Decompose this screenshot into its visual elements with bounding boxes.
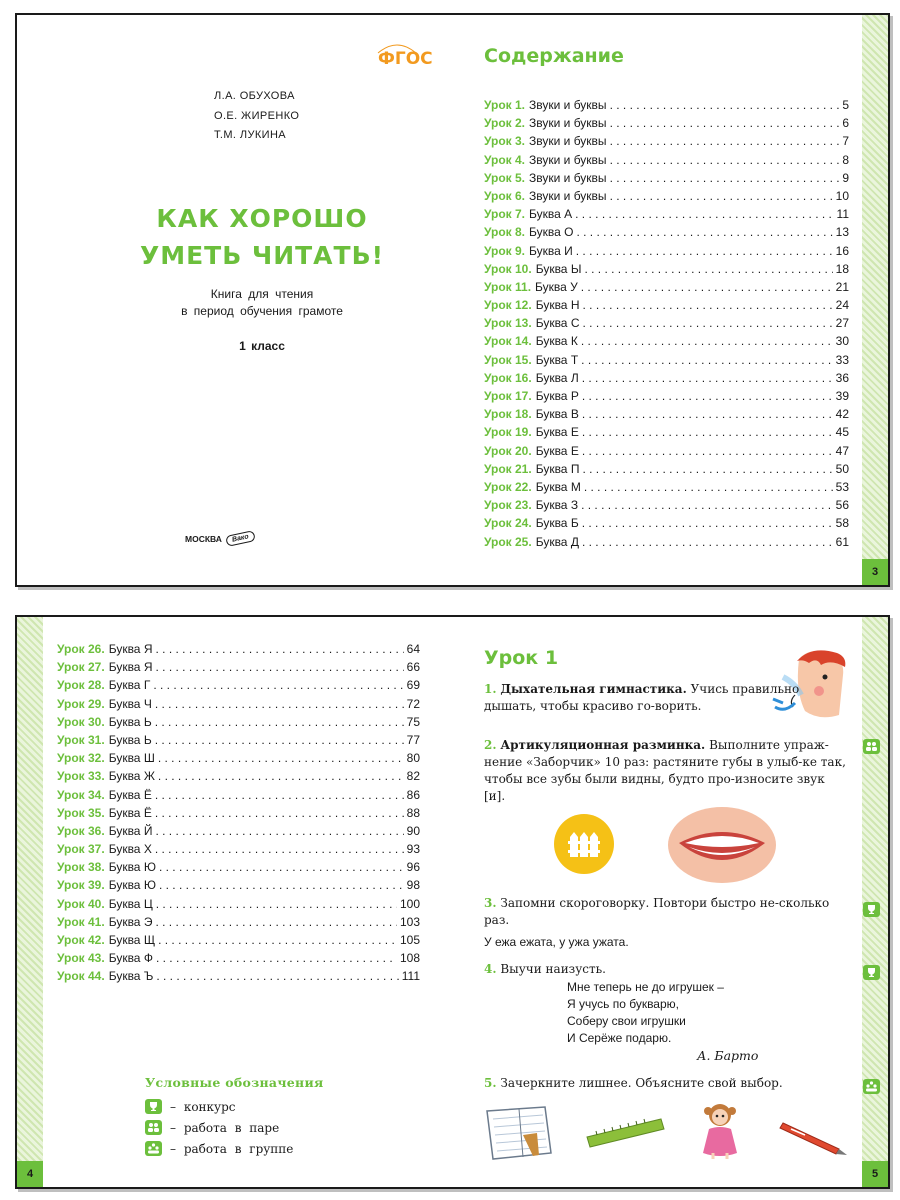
toc-leader-dots (582, 298, 832, 312)
toc-lesson-label: Урок 20. (484, 443, 532, 458)
toc-leader-dots (582, 516, 833, 530)
contents-heading: Содержание (484, 45, 624, 67)
toc-lesson-title: Буква У (535, 279, 578, 294)
toc-entry (484, 153, 849, 171)
book-title-line-2: УМЕТЬ ЧИТАТЬ! (139, 241, 385, 270)
toc-lesson-title: Буква Э (108, 914, 153, 929)
toc-entry (57, 788, 420, 806)
toc-page-number: 45 (835, 425, 849, 440)
toc-lesson-label: Урок 7. (484, 207, 526, 222)
toc-lesson-title: Буква Ё (108, 787, 152, 802)
toc-entry (484, 516, 849, 534)
toc-lesson-title: Буква Ш (108, 751, 155, 766)
toc-entry (57, 715, 420, 733)
toc-entry (57, 806, 420, 824)
toc-lesson-title: Звуки и буквы (529, 134, 607, 149)
toc-page-number: 66 (406, 660, 420, 675)
toc-leader-dots (155, 788, 404, 802)
toc-page-number: 61 (835, 534, 849, 549)
toc-page-number: 53 (835, 479, 849, 494)
task-5-number: 5. (484, 1076, 497, 1090)
publisher-city: МОСКВА (185, 533, 222, 544)
poem-line-1: Мне теперь не до игрушек – (567, 980, 724, 994)
toc-entry (484, 462, 849, 480)
toc-leader-dots (576, 225, 832, 239)
toc-lesson-label: Урок 34. (57, 787, 105, 802)
toc-entry (57, 824, 420, 842)
toc-leader-dots (610, 98, 840, 112)
toc-page-number: 13 (835, 225, 849, 240)
poem-line-2: Я учусь по букварю, (567, 997, 679, 1011)
toc-lesson-title: Буква Я (108, 642, 153, 656)
toc-leader-dots (153, 678, 403, 692)
group-icon (863, 1079, 880, 1094)
legend-title: Условные обозначения (145, 1075, 324, 1090)
notebook-icon (483, 1105, 555, 1161)
toc-leader-dots (610, 189, 833, 203)
toc-leader-dots (581, 280, 833, 294)
doll-icon (695, 1101, 745, 1161)
toc-lesson-title: Буква Ч (108, 696, 152, 711)
legend (145, 1075, 324, 1159)
task-3 (484, 895, 846, 929)
toc-lesson-title: Буква И (529, 243, 573, 258)
toc-entry (484, 171, 849, 189)
lesson-title: Урок 1 (484, 647, 559, 669)
toc-lesson-title: Буква Ж (108, 769, 155, 784)
toc-entry (484, 116, 849, 134)
toc-lesson-title: Буква Д (535, 534, 579, 549)
toc-leader-dots (575, 207, 833, 221)
legend-text-group: – работа в группе (170, 1141, 294, 1156)
toc-lesson-label: Урок 19. (484, 425, 532, 440)
toc-lesson-title: Буква Р (535, 389, 579, 403)
legend-text-pair: – работа в паре (170, 1120, 280, 1135)
toc-lesson-title: Буква З (535, 498, 579, 513)
toc-lesson-label: Урок 2. (484, 116, 526, 131)
toc-lesson-title: Буква П (535, 461, 580, 476)
contents-list-page-3 (484, 98, 849, 553)
toc-entry (57, 697, 420, 715)
toc-page-number: 33 (835, 352, 849, 367)
toc-lesson-label: Урок 32. (57, 751, 105, 766)
toc-entry (484, 280, 849, 298)
toc-page-number: 42 (835, 407, 849, 422)
toc-leader-dots (158, 933, 397, 947)
toc-lesson-label: Урок 17. (484, 389, 532, 403)
toc-page-number: 80 (406, 751, 420, 766)
fgos-badge-main: ФГОС (378, 49, 433, 69)
toc-entry (57, 951, 420, 969)
toc-lesson-label: Урок 23. (484, 498, 532, 513)
toc-lesson-title: Буква Х (108, 842, 152, 857)
toc-lesson-label: Урок 44. (57, 969, 105, 984)
toc-entry (484, 498, 849, 516)
toc-entry (57, 769, 420, 787)
toc-page-number: 36 (835, 370, 849, 385)
toc-leader-dots (158, 769, 404, 783)
toc-page-number: 69 (406, 678, 420, 693)
toc-entry (484, 425, 849, 443)
toc-entry (484, 389, 849, 407)
toc-leader-dots (155, 697, 404, 711)
toc-page-number: 77 (406, 732, 420, 747)
toc-leader-dots (610, 116, 840, 130)
task-1-text: Учись правильно дышать, чтобы красиво го-ворить. (484, 682, 800, 713)
toc-leader-dots (610, 153, 840, 167)
toc-leader-dots (155, 842, 404, 856)
book-subtitle (107, 286, 417, 320)
toc-lesson-title: Буква Ю (108, 860, 156, 875)
toc-lesson-label: Урок 5. (484, 170, 526, 185)
fence-circle-icon (553, 813, 615, 875)
grade-label: 1 класс (239, 339, 285, 353)
toc-page-number: 18 (835, 261, 849, 276)
toc-lesson-label: Урок 28. (57, 678, 105, 693)
toc-lesson-label: Урок 1. (484, 98, 526, 112)
page-number-3: 3 (862, 559, 888, 585)
toc-lesson-label: Урок 38. (57, 860, 105, 875)
toc-entry (484, 244, 849, 262)
smile-mouth-icon (667, 805, 777, 885)
toc-entry (484, 480, 849, 498)
author-1: Л.А. ОБУХОВА (214, 90, 295, 102)
task-3-number: 3. (484, 896, 497, 910)
toc-lesson-title: Буква Ь (108, 732, 152, 747)
toc-page-number: 98 (406, 878, 420, 893)
toc-leader-dots (582, 316, 832, 330)
toc-lesson-label: Урок 26. (57, 642, 105, 656)
legend-row-contest (145, 1096, 324, 1117)
task-1-number: 1. (484, 682, 497, 696)
toc-lesson-label: Урок 8. (484, 225, 526, 240)
task-5 (484, 1075, 846, 1092)
toc-entry (484, 262, 849, 280)
toc-lesson-label: Урок 22. (484, 479, 532, 494)
toc-leader-dots (584, 480, 833, 494)
toc-entry (484, 535, 849, 553)
toc-lesson-label: Урок 33. (57, 769, 105, 784)
toc-page-number: 58 (835, 516, 849, 531)
legend-row-pair (145, 1117, 324, 1138)
author-3: Т.М. ЛУКИНА (214, 129, 287, 141)
toc-lesson-label: Урок 35. (57, 805, 105, 820)
toc-leader-dots (155, 806, 404, 820)
spread-title-contents (15, 13, 890, 587)
toc-leader-dots (159, 860, 404, 874)
toc-lesson-title: Буква Ё (108, 805, 152, 820)
publisher-line (185, 533, 255, 544)
toc-lesson-title: Буква М (535, 479, 581, 494)
toc-page-number: 105 (399, 933, 420, 947)
toc-lesson-title: Буква Е (535, 443, 579, 458)
toc-page-number: 27 (835, 316, 849, 331)
toc-lesson-title: Звуки и буквы (529, 152, 607, 167)
toc-entry (57, 733, 420, 751)
task-2-text: Выполните упраж-нение «Заборчик» 10 раз: растяните губы в улыб-ке так, чтобы все зубы были видны, будто про-износите звук [и]. (484, 738, 846, 803)
toc-leader-dots (155, 915, 397, 929)
toc-entry (57, 860, 420, 878)
toc-page-number: 21 (835, 279, 849, 294)
toc-lesson-title: Буква С (535, 316, 580, 331)
toc-lesson-title: Буква Й (108, 823, 153, 838)
author-2: О.Е. ЖИРЕНКО (214, 109, 300, 122)
trophy-icon (145, 1099, 162, 1114)
task-4-number: 4. (484, 962, 497, 976)
toc-lesson-label: Урок 29. (57, 696, 105, 711)
toc-lesson-label: Урок 10. (484, 261, 532, 276)
toc-page-number: 72 (406, 696, 420, 711)
tongue-twister: У ежа ежата, у ужа ужата. (484, 935, 629, 949)
toc-leader-dots (582, 407, 833, 421)
toc-entry (57, 660, 420, 678)
spread-contents-lesson (15, 615, 890, 1189)
toc-entry (484, 134, 849, 152)
toc-lesson-title: Буква Ь (108, 714, 152, 729)
toc-lesson-title: Буква Г (108, 678, 151, 693)
toc-lesson-label: Урок 9. (484, 243, 526, 258)
toc-leader-dots (576, 244, 833, 258)
toc-page-number: 9 (842, 170, 849, 185)
toc-lesson-title: Буква Я (108, 660, 153, 675)
task-4 (484, 961, 846, 978)
toc-page-number: 50 (835, 461, 849, 476)
toc-entry (484, 189, 849, 207)
book-title-line-1: КАК ХОРОШО (156, 204, 368, 233)
toc-leader-dots (156, 897, 397, 911)
toc-leader-dots (610, 134, 840, 148)
toc-page-number: 6 (842, 116, 849, 131)
toc-leader-dots (584, 262, 832, 276)
toc-lesson-title: Буква В (535, 407, 579, 422)
toc-lesson-label: Урок 30. (57, 714, 105, 729)
toc-leader-dots (582, 371, 833, 385)
toc-lesson-label: Урок 36. (57, 823, 105, 838)
toc-entry (484, 225, 849, 243)
toc-lesson-label: Урок 18. (484, 407, 532, 422)
toc-lesson-title: Буква Б (535, 516, 579, 531)
toc-page-number: 96 (406, 860, 420, 875)
toc-entry (484, 334, 849, 352)
toc-lesson-label: Урок 37. (57, 842, 105, 857)
publisher-logo: Вако (225, 530, 255, 547)
subtitle-line-1: Книга для чтения (210, 287, 314, 301)
toc-leader-dots (582, 389, 833, 403)
toc-lesson-title: Буква Ц (108, 896, 153, 911)
toc-lesson-label: Урок 41. (57, 914, 105, 929)
toc-lesson-title: Буква А (529, 207, 573, 222)
toc-page-number: 39 (835, 389, 849, 403)
toc-page-number: 24 (835, 298, 849, 313)
toc-lesson-label: Урок 16. (484, 370, 532, 385)
toc-leader-dots (158, 751, 404, 765)
trophy-icon (863, 902, 880, 917)
toc-entry (57, 842, 420, 860)
page-number-5: 5 (862, 1161, 888, 1187)
toc-entry (484, 207, 849, 225)
toc-lesson-label: Урок 4. (484, 152, 526, 167)
toc-lesson-label: Урок 13. (484, 316, 532, 331)
task-2 (484, 737, 846, 805)
toc-page-number: 103 (399, 914, 420, 929)
toc-lesson-title: Звуки и буквы (529, 98, 607, 112)
toc-page-number: 5 (842, 98, 849, 112)
poem-line-3: Соберу свои игрушки (567, 1014, 686, 1028)
toc-lesson-title: Буква Е (535, 425, 579, 440)
trophy-icon (863, 965, 880, 980)
task-1-heading: Дыхательная гимнастика. (500, 682, 687, 696)
toc-lesson-title: Буква Ъ (108, 969, 154, 984)
pair-icon (863, 739, 880, 754)
toc-page-number: 16 (835, 243, 849, 258)
toc-lesson-label: Урок 27. (57, 660, 105, 675)
toc-entry (57, 751, 420, 769)
toc-lesson-label: Урок 6. (484, 188, 526, 203)
toc-entry (484, 98, 849, 116)
authors (214, 87, 299, 146)
toc-leader-dots (155, 660, 403, 674)
ruler-icon (585, 1115, 665, 1149)
poem (567, 979, 724, 1047)
toc-leader-dots (581, 353, 832, 367)
toc-page-number: 93 (406, 842, 420, 857)
toc-lesson-label: Урок 21. (484, 461, 532, 476)
toc-lesson-title: Буква Щ (108, 933, 156, 947)
toc-lesson-title: Буква Ы (535, 261, 582, 276)
toc-lesson-title: Буква Н (535, 298, 580, 313)
toc-page-number: 7 (842, 134, 849, 149)
toc-leader-dots (155, 642, 403, 656)
toc-page-number: 47 (835, 443, 849, 458)
toc-lesson-label: Урок 42. (57, 933, 105, 947)
toc-page-number: 108 (399, 951, 420, 966)
toc-leader-dots (581, 498, 833, 512)
toc-entry (484, 371, 849, 389)
book-title (107, 200, 417, 274)
toc-leader-dots (610, 171, 840, 185)
toc-leader-dots (581, 334, 833, 348)
task-1 (484, 681, 846, 715)
toc-entry (57, 678, 420, 696)
toc-lesson-title: Буква К (535, 334, 578, 349)
toc-lesson-title: Звуки и буквы (529, 188, 607, 203)
toc-page-number: 111 (401, 969, 420, 984)
toc-page-number: 88 (406, 805, 420, 820)
task-3-text: Запомни скороговорку. Повтори быстро не-сколько раз. (484, 896, 830, 927)
toc-page-number: 82 (406, 769, 420, 784)
toc-leader-dots (155, 733, 404, 747)
subtitle-line-2: в период обучения грамоте (181, 304, 343, 318)
poem-line-4: И Серёже подарю. (567, 1031, 672, 1045)
toc-leader-dots (159, 878, 404, 892)
toc-entry (484, 407, 849, 425)
fgos-badge (372, 39, 433, 81)
toc-lesson-label: Урок 11. (484, 279, 532, 294)
toc-lesson-label: Урок 40. (57, 896, 105, 911)
task-2-number: 2. (484, 738, 497, 752)
toc-leader-dots (582, 425, 833, 439)
task-4-text: Выучи наизусть. (500, 962, 606, 976)
toc-leader-dots (582, 444, 833, 458)
toc-lesson-title: Буква Л (535, 370, 579, 385)
pair-icon (145, 1120, 162, 1135)
toc-leader-dots (155, 715, 404, 729)
toc-lesson-label: Урок 25. (484, 534, 532, 549)
task-2-heading: Артикуляционная разминка. (500, 738, 706, 752)
toc-page-number: 86 (406, 787, 420, 802)
toc-entry (484, 353, 849, 371)
contents-list-page-4 (57, 642, 420, 988)
toc-lesson-label: Урок 14. (484, 334, 532, 349)
toc-lesson-label: Урок 31. (57, 732, 105, 747)
toc-page-number: 10 (835, 188, 849, 203)
toc-page-number: 100 (399, 896, 420, 911)
toc-page-number: 30 (835, 334, 849, 349)
toc-page-number: 8 (842, 152, 849, 167)
toc-page-number: 75 (406, 714, 420, 729)
toc-leader-dots (156, 951, 397, 965)
toc-lesson-label: Урок 15. (484, 352, 532, 367)
toc-entry (484, 316, 849, 334)
toc-lesson-label: Урок 3. (484, 134, 526, 149)
group-icon (145, 1141, 162, 1156)
page-gutter-left (17, 617, 43, 1187)
toc-lesson-title: Звуки и буквы (529, 170, 607, 185)
pen-icon (779, 1117, 849, 1157)
toc-entry (57, 915, 420, 933)
page-number-4: 4 (17, 1161, 43, 1187)
toc-page-number: 56 (835, 498, 849, 513)
toc-entry (57, 969, 420, 987)
toc-leader-dots (156, 969, 398, 983)
toc-lesson-title: Буква Ю (108, 878, 156, 893)
toc-lesson-label: Урок 39. (57, 878, 105, 893)
toc-entry (57, 933, 420, 951)
toc-page-number: 64 (406, 642, 420, 656)
toc-page-number: 11 (836, 207, 849, 222)
legend-text-contest: – конкурс (170, 1099, 236, 1114)
toc-page-number: 90 (406, 823, 420, 838)
toc-entry (484, 444, 849, 462)
toc-entry (57, 642, 420, 660)
task-5-text: Зачеркните лишнее. Объясните свой выбор. (500, 1076, 783, 1090)
toc-entry (484, 298, 849, 316)
legend-row-group (145, 1138, 324, 1159)
toc-lesson-label: Урок 43. (57, 951, 105, 966)
toc-lesson-title: Буква Ф (108, 951, 153, 966)
toc-lesson-title: Буква О (529, 225, 574, 240)
toc-lesson-title: Буква Т (535, 352, 579, 367)
poem-author: А. Барто (697, 1048, 759, 1063)
toc-leader-dots (582, 535, 833, 549)
toc-lesson-label: Урок 12. (484, 298, 532, 313)
toc-lesson-title: Звуки и буквы (529, 116, 607, 131)
toc-leader-dots (582, 462, 832, 476)
toc-entry (57, 878, 420, 896)
toc-leader-dots (155, 824, 403, 838)
toc-lesson-label: Урок 24. (484, 516, 532, 531)
toc-entry (57, 897, 420, 915)
page-gutter (862, 15, 888, 585)
